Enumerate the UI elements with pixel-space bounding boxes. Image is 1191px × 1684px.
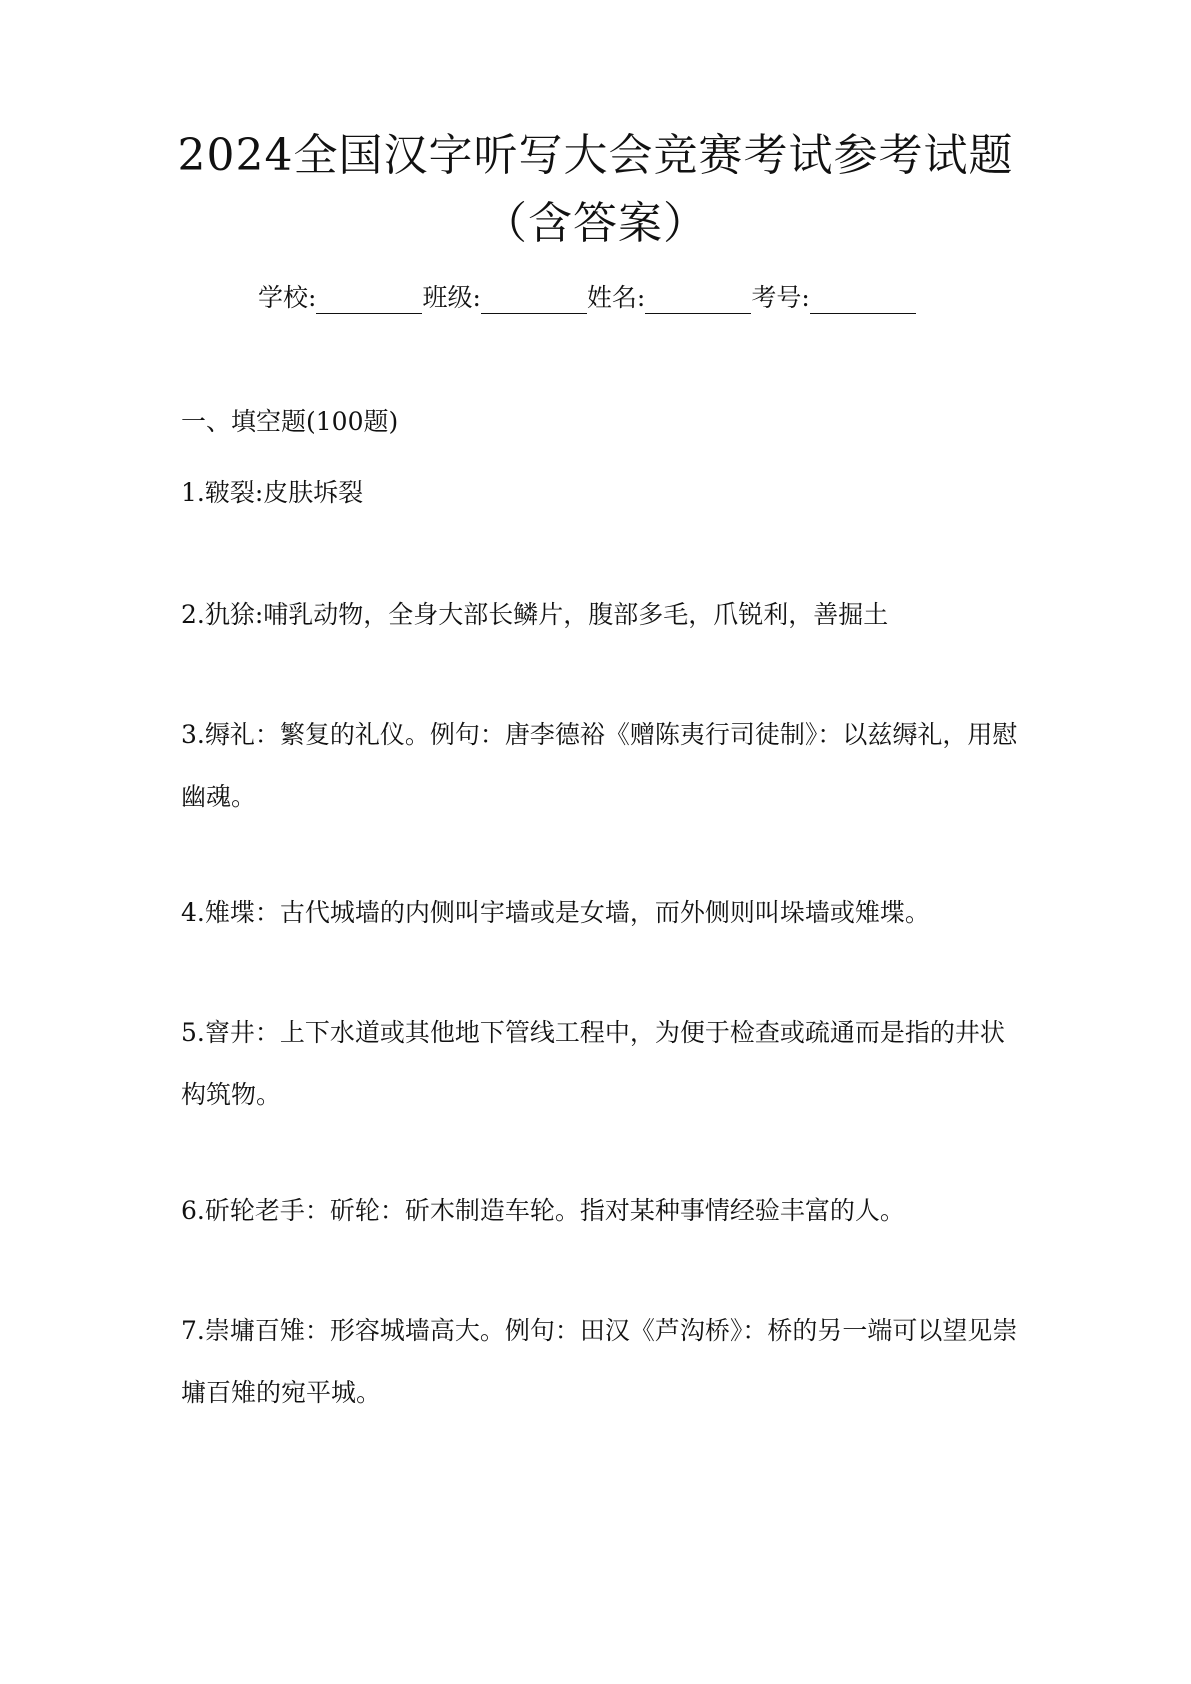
section-title: 一、填空题(100题) — [181, 407, 399, 436]
question-item: 6.斫轮老手：斫轮：斫木制造车轮。指对某种事情经验丰富的人。 — [181, 1196, 905, 1225]
student-info-row — [258, 278, 916, 314]
school-label: 学校: — [258, 283, 317, 312]
question-item: 3.缛礼：繁复的礼仪。例句：唐李德裕《赠陈夷行司徒制》：以兹缛礼，用慰幽魂。 — [181, 720, 1018, 811]
question-item: 1.皲裂:皮肤坼裂 — [181, 478, 364, 507]
question-item: 2.犰狳:哺乳动物，全身大部长鳞片，腹部多毛，爪锐利，善掘土 — [181, 600, 889, 629]
school-blank — [316, 286, 422, 314]
page-title: 2024全国汉字听写大会竞赛考试参考试题 — [177, 130, 1014, 181]
name-blank — [645, 286, 751, 314]
exam-number-blank — [810, 286, 916, 314]
exam-number-label: 考号: — [751, 283, 810, 312]
question-item: 7.崇墉百雉：形容城墙高大。例句：田汉《芦沟桥》：桥的另一端可以望见崇墉百雉的宛平城。 — [181, 1316, 1018, 1407]
page-subtitle: （含答案） — [483, 198, 708, 249]
class-label: 班级: — [422, 283, 481, 312]
class-blank — [481, 286, 587, 314]
name-label: 姓名: — [586, 283, 646, 312]
question-item: 4.雉堞：古代城墙的内侧叫宇墙或是女墙，而外侧则叫垛墙或雉堞。 — [181, 898, 930, 927]
question-item: 5.窨井：上下水道或其他地下管线工程中，为便于检查或疏通而是指的井状构筑物。 — [181, 1018, 1005, 1109]
